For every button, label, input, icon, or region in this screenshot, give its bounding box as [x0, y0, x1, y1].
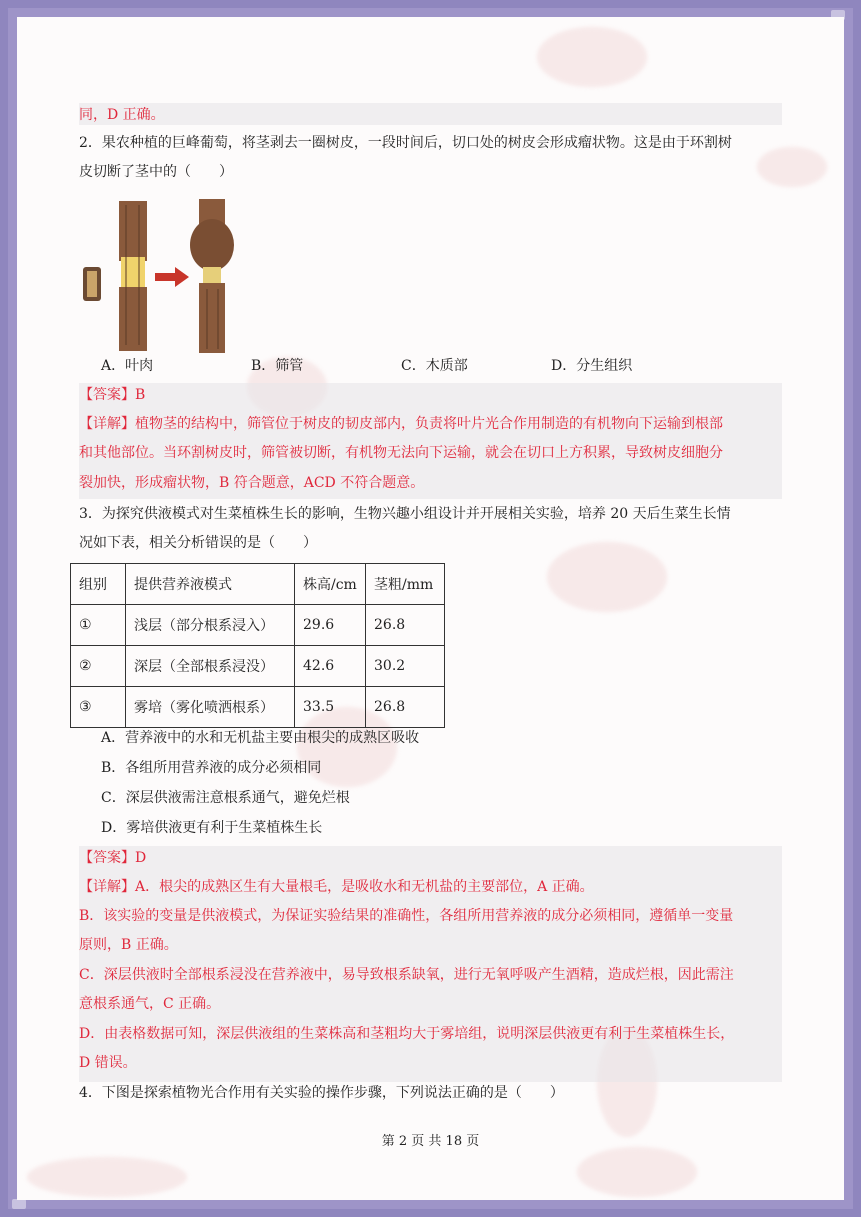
explanation-text: 和其他部位。当环割树皮时，筛管被切断，有机物无法向下运输，就会在切口上方积累，导致树皮细胞分 [79, 445, 723, 461]
option-a: A．叶肉 [101, 358, 154, 374]
table-cell: 深层（全部根系浸没） [126, 646, 295, 687]
explanation-text: 原则，B 正确。 [79, 937, 178, 953]
explanation-text: B．该实验的变量是供液模式，为保证实验结果的准确性，各组所用营养液的成分必须相同，遵循单一变量 [79, 908, 734, 924]
question-4-text: 4．下图是探索植物光合作用有关实验的操作步骤，下列说法正确的是（ ） [79, 1085, 564, 1101]
corner-mark-bottom-left [12, 1199, 26, 1209]
table-cell: 30.2 [366, 646, 445, 687]
option-c: C．木质部 [401, 358, 468, 374]
question-3-option: C．深层供液需注意根系通气，避免烂根 [101, 790, 350, 806]
question-3-option: B．各组所用营养液的成分必须相同 [101, 760, 322, 776]
explanation-text: 【详解】A．根尖的成熟区生有大量根毛，是吸收水和无机盐的主要部位，A 正确。 [79, 879, 594, 895]
table-header-cell: 组别 [71, 564, 126, 605]
table-cell: 42.6 [295, 646, 366, 687]
document-page [17, 17, 844, 1200]
question-3-text: 况如下表，相关分析错误的是（ ） [79, 535, 317, 551]
petal-decoration [27, 1157, 187, 1197]
petal-decoration [547, 542, 667, 612]
question-2-text: 皮切断了茎中的（ ） [79, 164, 233, 180]
petal-decoration [537, 27, 647, 87]
table-cell: ③ [71, 687, 126, 728]
explanation-text: 裂加快，形成瘤状物，B 符合题意，ACD 不符合题意。 [79, 475, 425, 491]
table-row [71, 605, 445, 646]
petal-decoration [757, 147, 827, 187]
table-cell: 浅层（部分根系浸入） [126, 605, 295, 646]
explanation-text: C．深层供液时全部根系浸没在营养液中，易导致根系缺氧，进行无氧呼吸产生酒精，造成烂根，因此需注 [79, 967, 734, 983]
petal-decoration [577, 1147, 697, 1197]
experiment-table [70, 563, 445, 728]
text-line: 同，D 正确。 [79, 107, 165, 123]
table-cell: 29.6 [295, 605, 366, 646]
explanation-text: D．由表格数据可知，深层供液组的生菜株高和茎粗均大于雾培组，说明深层供液更有利于生菜植株生长， [79, 1026, 735, 1042]
answer-label: 【答案】D [79, 850, 147, 866]
question-3-text: 3．为探究供液模式对生菜植株生长的影响，生物兴趣小组设计并开展相关实验，培养 20 天后生菜生长情 [79, 506, 731, 522]
table-header-cell: 株高/cm [295, 564, 366, 605]
question-2-text: 2．果农种植的巨峰葡萄，将茎剥去一圈树皮，一段时间后，切口处的树皮会形成瘤状物。这是由于环割树 [79, 135, 732, 151]
question-3-option: A．营养液中的水和无机盐主要由根尖的成熟区吸收 [101, 730, 420, 746]
table-header-cell: 提供营养液模式 [126, 564, 295, 605]
explanation-text: 【详解】植物茎的结构中，筛管位于树皮的韧皮部内，负责将叶片光合作用制造的有机物向下运输到根部 [79, 416, 723, 432]
table-cell: ② [71, 646, 126, 687]
table-cell: 33.5 [295, 687, 366, 728]
table-cell: 雾培（雾化喷洒根系） [126, 687, 295, 728]
option-b: B．筛管 [251, 358, 304, 374]
table-cell: 26.8 [366, 687, 445, 728]
question-2-options [101, 355, 701, 375]
explanation-text: D 错误。 [79, 1055, 137, 1071]
stem-girdling-figure [81, 195, 241, 355]
answer-label: 【答案】B [79, 387, 146, 403]
table-cell: ① [71, 605, 126, 646]
table-cell: 26.8 [366, 605, 445, 646]
table-row [71, 687, 445, 728]
option-d: D．分生组织 [551, 358, 633, 374]
explanation-text: 意根系通气，C 正确。 [79, 996, 221, 1012]
table-header-row [71, 564, 445, 605]
answer-highlight-band [79, 103, 782, 125]
question-3-option: D．雾培供液更有利于生菜植株生长 [101, 820, 323, 836]
table-row [71, 646, 445, 687]
page-number: 第 2 页 共 18 页 [381, 1134, 480, 1149]
table-header-cell: 茎粗/mm [366, 564, 445, 605]
